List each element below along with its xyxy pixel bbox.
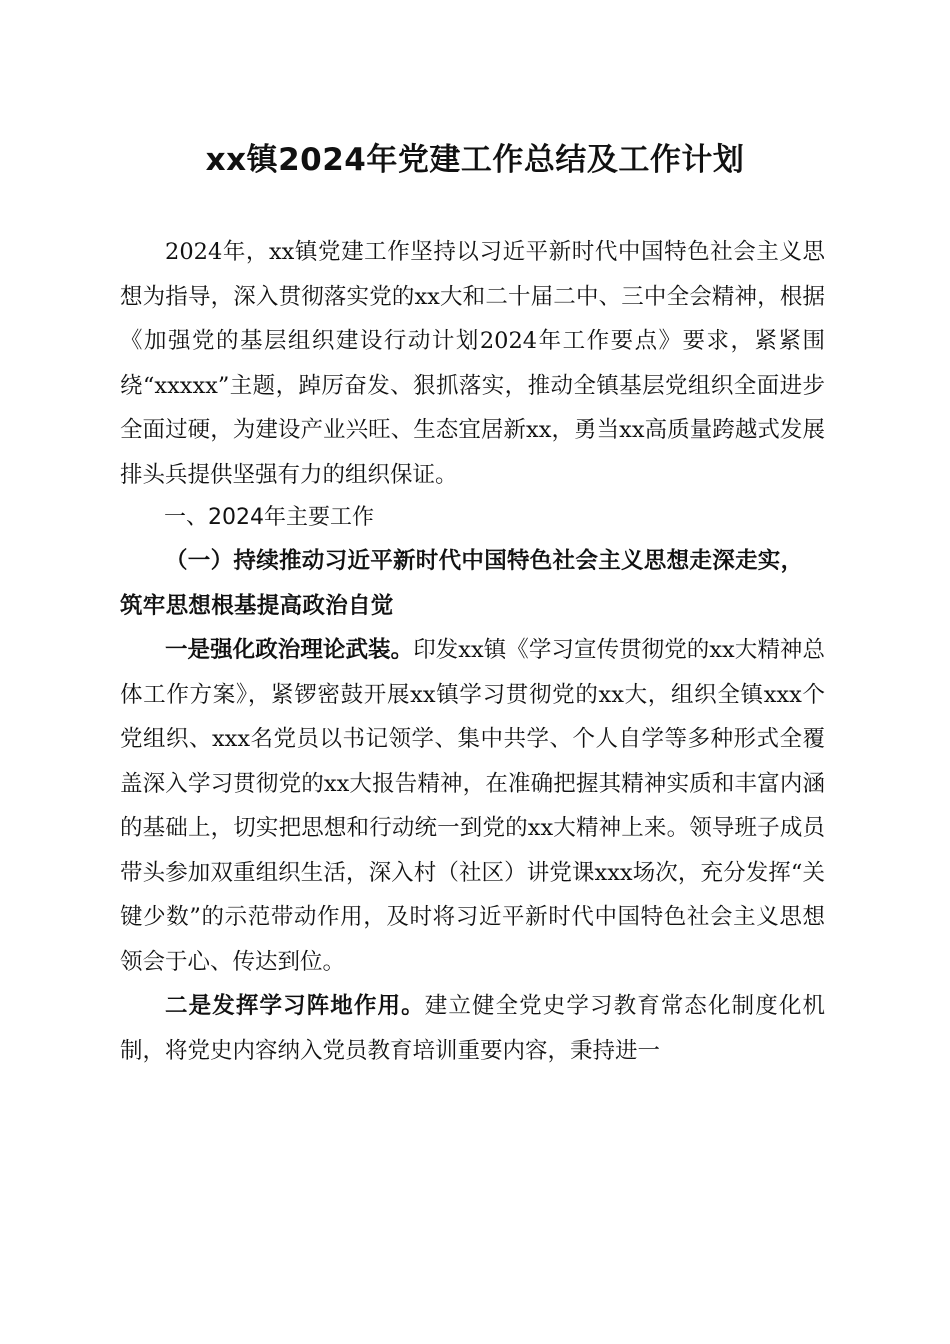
point-paragraph-2 [120,984,825,1073]
point-lead-1: 一是强化政治理论武装。 [165,637,414,663]
point-paragraph-1 [120,628,825,984]
point-lead-2: 二是发挥学习阵地作用。 [165,993,425,1019]
point-body-1: 印发xx镇《学习宣传贯彻党的xx大精神总体工作方案》，紧锣密鼓开展xx镇学习贯彻党的xx大，组织全镇xxx个党组织、xxx名党员以书记领学、集中共学、个人自学等多种形式全覆盖深入学习贯彻党的xx大报告精神，在准确把握其精神实质和丰富内涵的基础上，切实把思想和行动统一到党的xx大精神上来。领导班子成员带头参加双重组织生活，深入村（社区）讲党课xxx场次，充分发挥“关键少数”的示范带动作用，及时将习近平新时代中国特色社会主义思想领会于心、传达到位。 [120,637,825,975]
intro-paragraph: 2024年，xx镇党建工作坚持以习近平新时代中国特色社会主义思想为指导，深入贯彻落实党的xx大和二十届二中、三中全会精神，根据《加强党的基层组织建设行动计划2024年工作要点》要求，紧紧围绕“xxxxx”主题，踔厉奋发、狠抓落实，推动全镇基层党组织全面进步全面过硬，为建设产业兴旺、生态宜居新xx，勇当xx高质量跨越式发展排头兵提供坚强有力的组织保证。 [120,239,825,488]
document-body [120,230,825,1073]
document-title: xx镇2024年党建工作总结及工作计划 [205,142,745,178]
subsection-heading: （一）持续推动习近平新时代中国特色社会主义思想走深走实，筑牢思想根基提高政治自觉 [120,548,804,619]
point-body-2: 建立健全党史学习教育常态化制度化机制，将党史内容纳入党员教育培训重要内容，秉持进一 [120,993,825,1064]
section-heading: 一、2024年主要工作 [164,505,374,530]
